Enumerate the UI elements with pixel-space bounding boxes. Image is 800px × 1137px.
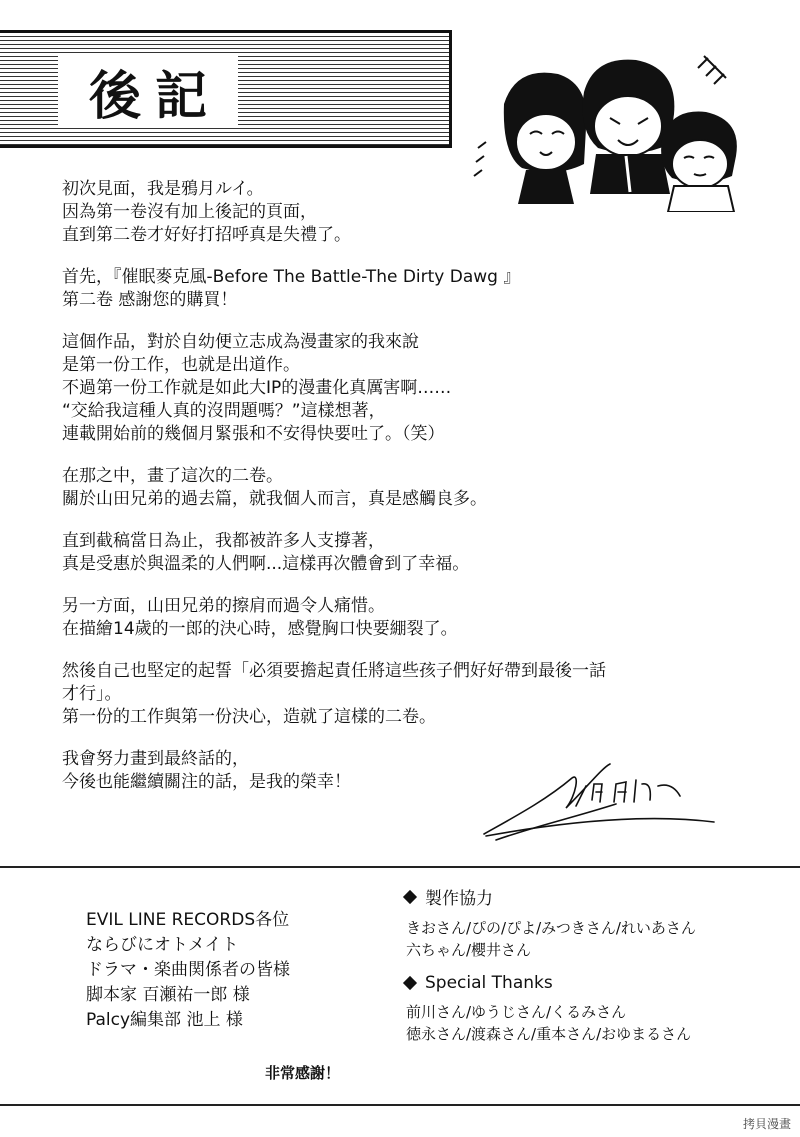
special-thanks-heading-text: Special Thanks — [425, 973, 553, 993]
text-line: 今後也能繼續關注的話，是我的榮幸！ — [62, 772, 351, 792]
credit-line: ドラマ・楽曲関係者の皆様 — [86, 960, 290, 980]
cooperation-heading-text: 製作協力 — [425, 889, 493, 909]
text-line: 關於山田兄弟的過去篇，就我個人而言，真是感觸良多。 — [62, 489, 487, 509]
credit-line: EVIL LINE RECORDS各位 — [86, 910, 290, 930]
special-thanks-names — [402, 1001, 696, 1045]
credits-left — [86, 908, 290, 1033]
afterword-body — [62, 178, 742, 813]
text-line: 不過第一份工作就是如此大IP的漫畫化真厲害啊…… — [62, 378, 452, 398]
cooperation-heading — [402, 884, 696, 909]
name-line: 前川さん/ゆうじさん/くるみさん — [406, 1003, 627, 1021]
page-title: 後記 — [88, 66, 221, 127]
divider-bottom — [0, 1104, 800, 1106]
text-line: 直到截稿當日為止，我都被許多人支撐著， — [62, 531, 385, 551]
text-line: 首先，『催眠麥克風-Before The Battle-The Dirty Dawg 』 — [62, 267, 521, 287]
credit-line: 脚本家 百瀬祐一郎 様 — [86, 985, 250, 1005]
text-line: 初次見面，我是鴉月ルイ。 — [62, 179, 264, 199]
author-signature — [476, 756, 726, 846]
text-line: 在描繪14歲的一郎的決心時，感覺胸口快要綳裂了。 — [62, 619, 458, 639]
text-line: 另一方面，山田兄弟的擦肩而過令人痛惜。 — [62, 596, 385, 616]
paragraph — [62, 595, 742, 641]
paragraph — [62, 530, 742, 576]
cooperation-names — [402, 917, 696, 961]
title-box — [58, 55, 238, 127]
credits-right — [402, 884, 696, 1057]
paragraph — [62, 178, 742, 247]
divider-top — [0, 866, 800, 868]
text-line: 然後自己也堅定的起誓「必須要擔起責任將這些孩子們好好帶到最後一話 — [62, 661, 606, 681]
paragraph — [62, 465, 742, 511]
credit-line: Palcy編集部 池上 様 — [86, 1010, 243, 1030]
name-line: 徳永さん/渡森さん/重本さん/おゆまるさん — [406, 1025, 692, 1043]
text-line: 在那之中，畫了這次的二卷。 — [62, 466, 283, 486]
paragraph — [62, 266, 742, 312]
text-line: 第二卷 感謝您的購買！ — [62, 290, 238, 310]
paragraph — [62, 660, 742, 729]
text-line: 我會努力畫到最終話的， — [62, 749, 249, 769]
diamond-icon — [403, 889, 417, 903]
diamond-icon — [403, 976, 417, 990]
name-line: 六ちゃん/櫻井さん — [406, 941, 532, 959]
name-line: きおさん/ぴの/ぴよ/みつきさん/れいあさん — [406, 919, 696, 937]
title-plate — [0, 30, 452, 148]
closing-thanks: 非常感謝！ — [265, 1064, 341, 1082]
text-line: 是第一份工作，也就是出道作。 — [62, 355, 300, 375]
text-line: 才行」。 — [62, 684, 122, 704]
text-line: “交給我這種人真的沒問題嗎？”這樣想著， — [62, 401, 386, 421]
text-line: 因為第一卷沒有加上後記的頁面， — [62, 202, 317, 222]
text-line: 真是受惠於與溫柔的人們啊...這樣再次體會到了幸福。 — [62, 554, 470, 574]
text-line: 這個作品，對於自幼便立志成為漫畫家的我來說 — [62, 332, 419, 352]
credit-line: ならびにオトメイト — [86, 935, 239, 955]
special-thanks-heading — [402, 973, 696, 993]
text-line: 第一份的工作與第一份決心，造就了這樣的二卷。 — [62, 707, 436, 727]
watermark: 拷貝漫畫 — [740, 1114, 794, 1133]
paragraph — [62, 331, 742, 446]
text-line: 直到第二卷才好好打招呼真是失禮了。 — [62, 225, 351, 245]
text-line: 連載開始前的幾個月緊張和不安得快要吐了。（笑） — [62, 424, 445, 444]
